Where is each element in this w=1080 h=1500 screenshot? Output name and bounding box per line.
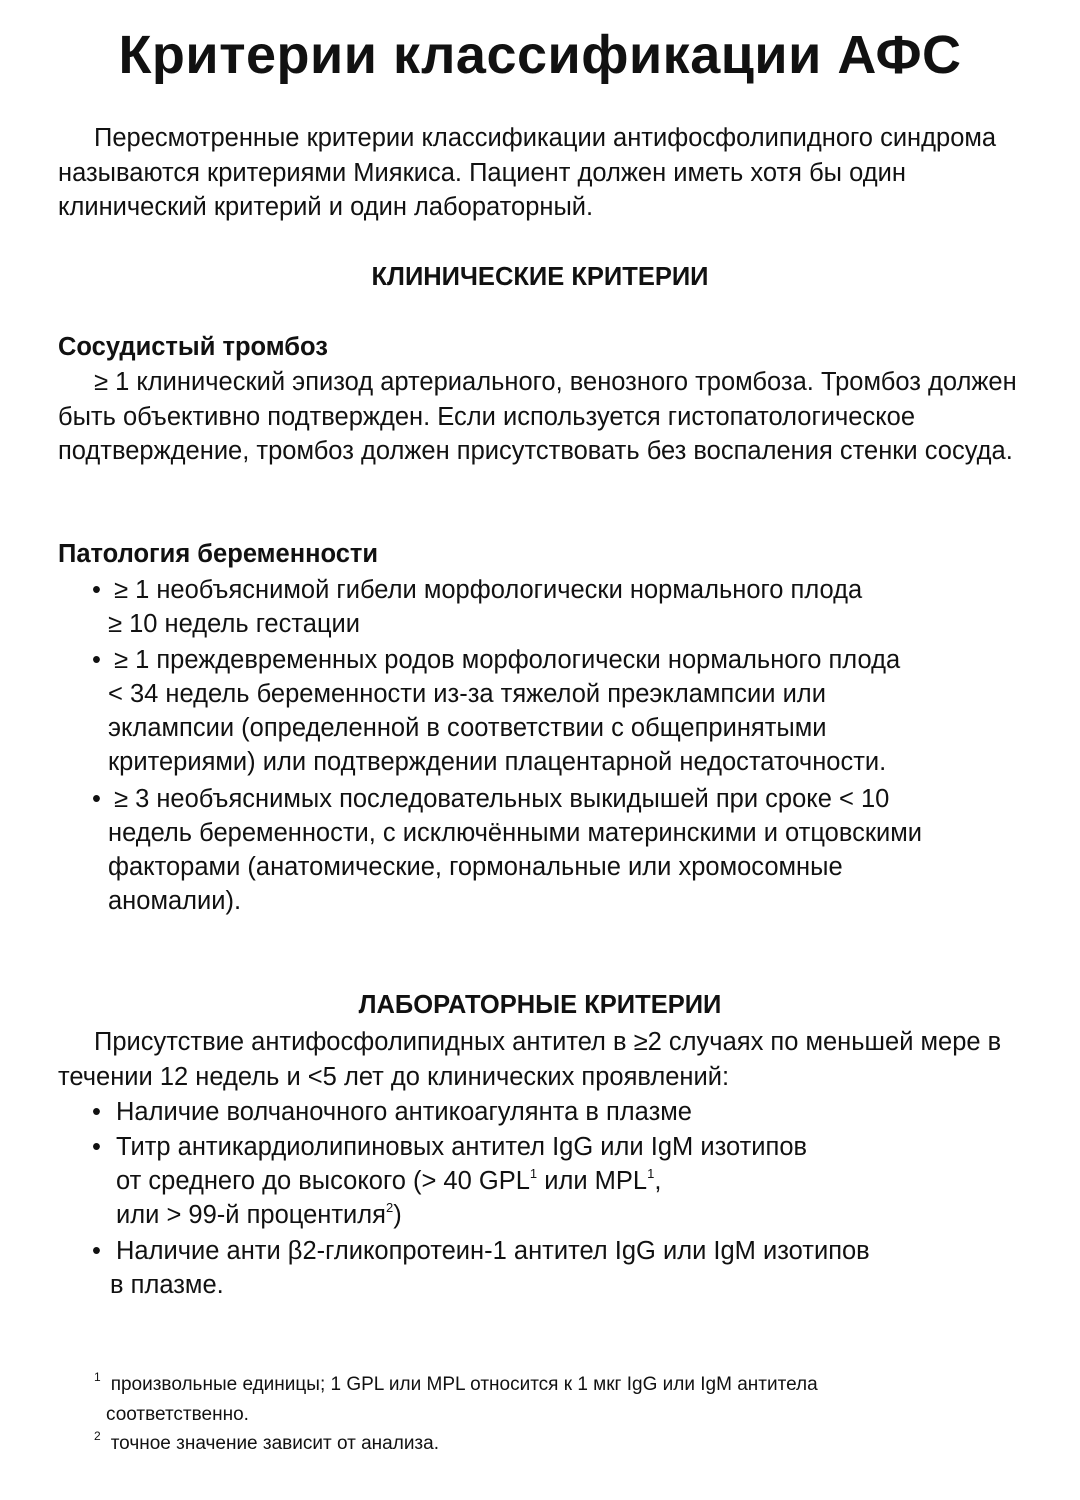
pregnancy-item-2-line-2: < 34 недель беременности из-за тяжелой преэклампсии или	[108, 680, 826, 708]
footnote-ref-1: 1	[647, 1166, 655, 1181]
lab-item-2-line-3	[116, 1198, 402, 1236]
footnote-1-line-2: соответственно.	[106, 1404, 249, 1425]
pregnancy-heading: Патология беременности	[58, 540, 379, 568]
lab-item-2-line-1: Титр антикардиолипиновых антител IgG или IgM изотипов	[116, 1133, 808, 1161]
footnote-ref-2: 2	[385, 1200, 394, 1215]
bullet-marker: •	[92, 1237, 101, 1265]
footnote-mark-1: 1	[94, 1370, 101, 1384]
pregnancy-item-3-line-1: ≥ 3 необъяснимых последовательных выкидышей при сроке < 10	[114, 785, 890, 813]
footnote-mark-2: 2	[94, 1429, 101, 1443]
bullet-marker: •	[92, 1098, 101, 1126]
pregnancy-item-2-line-1: ≥ 1 преждевременных родов морфологически нормального плода	[114, 646, 901, 674]
bullet-marker: •	[92, 576, 101, 604]
bullet-marker: •	[92, 785, 101, 813]
intro-paragraph: Пересмотренные критерии классификации антифосфолипидного синдрома называются критериями Миякиса. Пациент должен иметь хотя бы один клинический критерий и один лабораторный.	[58, 124, 997, 221]
bullet-marker: •	[92, 646, 101, 674]
lab-item-2-text-d: или > 99-й процентиля	[116, 1201, 386, 1229]
footnote-2-text: точное значение зависит от анализа.	[110, 1433, 439, 1454]
bullet-marker: •	[92, 1133, 101, 1161]
lab-item-3-line-2: в плазме.	[110, 1271, 224, 1299]
clinical-criteria-heading: КЛИНИЧЕСКИЕ КРИТЕРИИ	[371, 263, 709, 291]
lab-item-2-text-c: ,	[654, 1167, 662, 1195]
lab-item-3-line-1: Наличие анти β2-гликопротеин-1 антител IgG или IgM изотипов	[116, 1237, 870, 1265]
footnote-ref-1: 1	[529, 1166, 538, 1181]
page-title: Критерии классификации АФС	[118, 25, 962, 85]
lab-item-1: Наличие волчаночного антикоагулянта в плазме	[116, 1098, 692, 1126]
lab-item-2-line-2	[116, 1164, 661, 1202]
pregnancy-item-3-line-3: факторами (анатомические, гормональные или хромосомные	[108, 853, 843, 881]
pregnancy-item-2-line-3: эклампсии (определенной в соответствии с общепринятыми	[108, 714, 827, 742]
lab-criteria-heading: ЛАБОРАТОРНЫЕ КРИТЕРИИ	[358, 991, 722, 1019]
pregnancy-item-2-line-4: критериями) или подтверждении плацентарной недостаточности.	[108, 748, 887, 776]
thrombosis-heading: Сосудистый тромбоз	[58, 333, 328, 361]
pregnancy-item-3-line-2: недель беременности, с исключёнными материнскими и отцовскими	[108, 819, 923, 847]
lab-intro-paragraph: Присутствие антифосфолипидных антител в ≥2 случаях по меньшей мере в течении 12 недель и <5 лет до клинических проявлений:	[58, 1028, 1002, 1091]
thrombosis-paragraph: ≥ 1 клинический эпизод артериального, венозного тромбоза. Тромбоз должен быть объективно подтвержден. Если используется гистопатологическое подтверждение, тромбоз должен присутствовать без воспаления стенки сосуда.	[58, 368, 1017, 465]
lab-item-2-text-b: или MPL	[537, 1167, 648, 1195]
footnote-2	[94, 1430, 439, 1459]
lab-item-2-text-a: от среднего до высокого (> 40 GPL	[116, 1167, 530, 1195]
pregnancy-item-1-line-2: ≥ 10 недель гестации	[108, 610, 361, 638]
pregnancy-item-1-line-1: ≥ 1 необъяснимой гибели морфологически нормального плода	[114, 576, 863, 604]
lab-item-2-text-e: )	[393, 1201, 402, 1229]
pregnancy-item-3-line-4: аномалии).	[108, 887, 242, 915]
footnote-1-text: произвольные единицы; 1 GPL или MPL относится к 1 мкг IgG или IgM антитела	[110, 1374, 818, 1395]
footnote-1-line-1	[94, 1371, 818, 1400]
